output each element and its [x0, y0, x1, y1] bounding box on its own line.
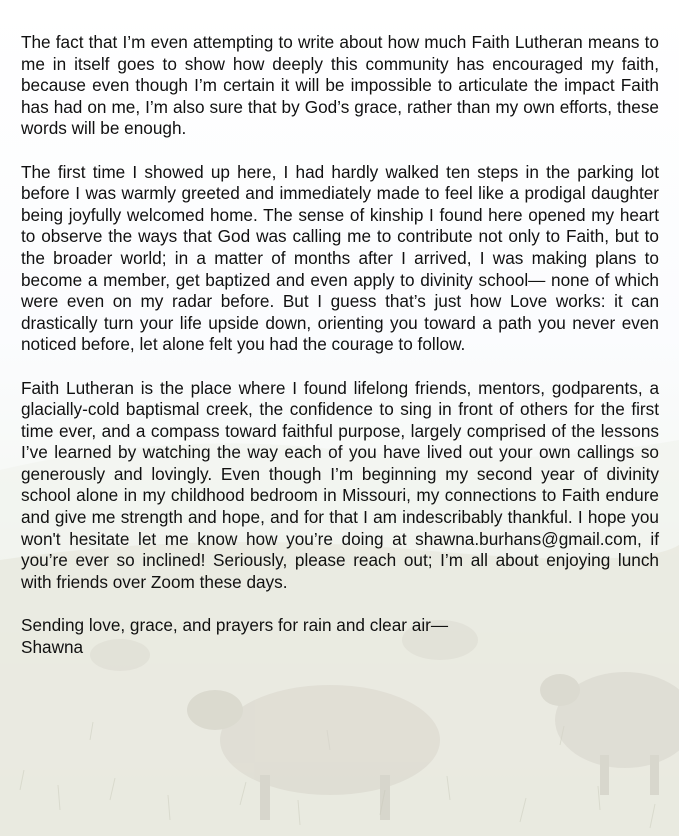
letter-closing: Sending love, grace, and prayers for rain and clear air—: [21, 615, 449, 636]
letter-paragraph-1: The fact that I’m even attempting to write about how much Faith Lutheran means to me in itself goes to show how deeply this community has encouraged my faith, because even though I’m certain it will be impossible to articulate the impact Faith has had on me, I’m also sure that by God’s grace, rather than my own efforts, these words will be enough.: [21, 32, 659, 139]
letter-signature: Shawna: [21, 636, 84, 657]
letter-body: [21, 32, 659, 658]
letter-paragraph-3: Faith Lutheran is the place where I found lifelong friends, mentors, godparents, a glacially-cold baptismal creek, the confidence to sing in front of others for the first time ever, and a compass toward faithful purpose, largely comprised of the lessons I’ve learned by watching the way each of you have lived out your own callings so generously and lovingly. Even though I’m beginning my second year of divinity school alone in my childhood bedroom in Missouri, my connections to Faith endure and give me strength and hope, and for that I am indescribably thankful. I hope you won't hesitate let me know how you’re doing at shawna.burhans@gmail.com, if you’re ever so inclined! Seriously, please reach out; I’m all about enjoying lunch with friends over Zoom these days.: [21, 377, 659, 592]
letter-paragraph-2: The first time I showed up here, I had hardly walked ten steps in the parking lot before I was warmly greeted and immediately made to feel like a prodigal daughter being joyfully welcomed home. The sense of kinship I found here opened my heart to observe the ways that God was calling me to contribute not only to Faith, but to the broader world; in a matter of months after I arrived, I was making plans to become a member, get baptized and even apply to divinity school— none of which were even on my radar before. But I guess that’s just how Love works: it can drastically turn your life upside down, orienting you toward a path you never even noticed before, let alone felt you had the courage to follow.: [21, 161, 659, 355]
